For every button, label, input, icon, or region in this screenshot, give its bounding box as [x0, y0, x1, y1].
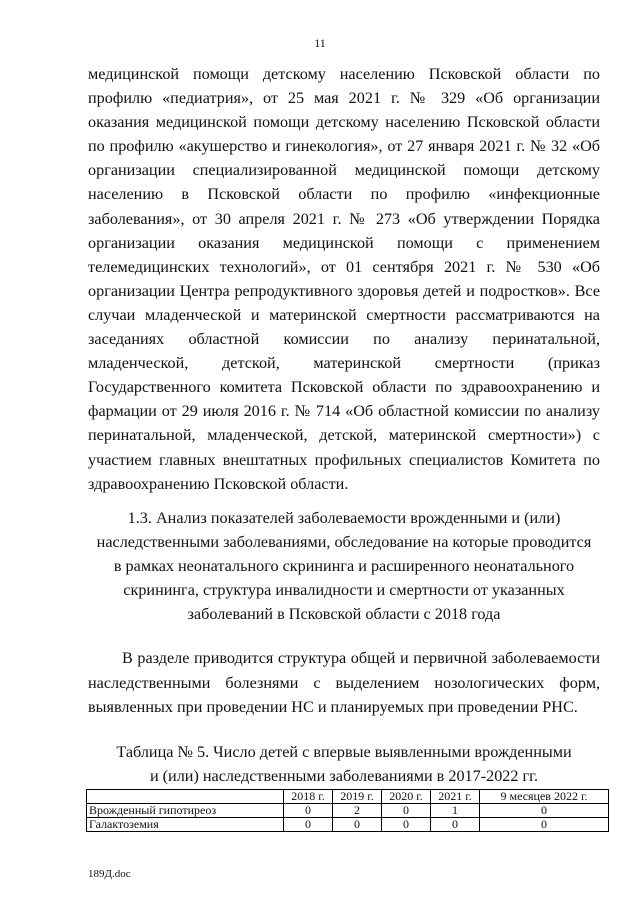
- table-header-cell: 2021 г.: [431, 790, 480, 804]
- data-table: [86, 789, 609, 832]
- section-heading-line: заболеваний в Псковской области с 2018 года: [187, 605, 501, 623]
- table-cell: Галактоземия: [87, 818, 284, 832]
- footer-filename: 189Д.doc: [88, 868, 131, 880]
- table-cell: 0: [480, 818, 609, 832]
- table-header-cell: 2018 г.: [284, 790, 333, 804]
- body-paragraph: медицинской помощи детскому населению Псковской области по профилю «педиатрия», от 25 мая 2021 г. № 329 «Об организации оказания медицинской помощи детскому населению Псковской области по профилю «акушерство и гинекология», от 27 января 2021 г. № 32 «Об организации специализированной медицинской помощи детскому населению в Псковской области по профилю «инфекционные заболевания», от 30 апреля 2021 г. № 273 «Об утверждении Порядка организации оказания медицинской помощи с применением телемедицинских технологий», от 01 сентября 2021 г. № 530 «Об организации Центра репродуктивного здоровья детей и подростков». Все случаи младенческой и материнской смертности рассматриваются на заседаниях областной комиссии по анализу перинатальной, младенческой, детской, материнской смертности (приказ Государственного комитета Псковской области по здравоохранению и фармации от 29 июля 2016 г. № 714 «Об областной комиссии по анализу перинатальной, младенческой, детской, материнской смертности») с участием главных внештатных профильных специалистов Комитета по здравоохранению Псковской области.: [88, 65, 600, 493]
- table-row: [87, 818, 609, 832]
- table-caption: [88, 740, 600, 788]
- section-heading-line: скрининга, структура инвалидности и смертности от указанных: [123, 581, 565, 599]
- table-row: [87, 804, 609, 818]
- table-cell: 0: [284, 818, 333, 832]
- table-cell: 0: [382, 804, 431, 818]
- table-cell: Врожденный гипотиреоз: [87, 804, 284, 818]
- section-heading-line: в рамках неонатального скрининга и расширенного неонатального: [113, 557, 575, 575]
- table-caption-line: Таблица № 5. Число детей с впервые выявленными врожденными: [116, 743, 572, 761]
- table-header-row: [87, 790, 609, 804]
- body-text: [88, 62, 600, 496]
- table-cell: 0: [284, 804, 333, 818]
- section-heading: [88, 506, 600, 626]
- page-number: 11: [314, 36, 326, 50]
- section-intro: В разделе приводится структура общей и первичной заболеваемости наследственными болезнями с выделением нозологических форм, выявленных при проведении НС и планируемых при проведении РНС.: [88, 649, 600, 716]
- section-heading-line: наследственными заболеваниями, обследование на которые проводится: [96, 533, 592, 551]
- table-cell: 0: [431, 818, 480, 832]
- table-header-cell: [87, 790, 284, 804]
- table-caption-line: и (или) наследственными заболеваниями в 2017-2022 гг.: [149, 767, 539, 785]
- table-cell: 2: [333, 804, 382, 818]
- table-header-cell: 9 месяцев 2022 г.: [480, 790, 609, 804]
- table-header-cell: 2020 г.: [382, 790, 431, 804]
- table-cell: 0: [382, 818, 431, 832]
- table-cell: 0: [480, 804, 609, 818]
- table-header-cell: 2019 г.: [333, 790, 382, 804]
- table-cell: 1: [431, 804, 480, 818]
- section-heading-line: 1.3. Анализ показателей заболеваемости врожденными и (или): [127, 509, 561, 527]
- table-cell: 0: [333, 818, 382, 832]
